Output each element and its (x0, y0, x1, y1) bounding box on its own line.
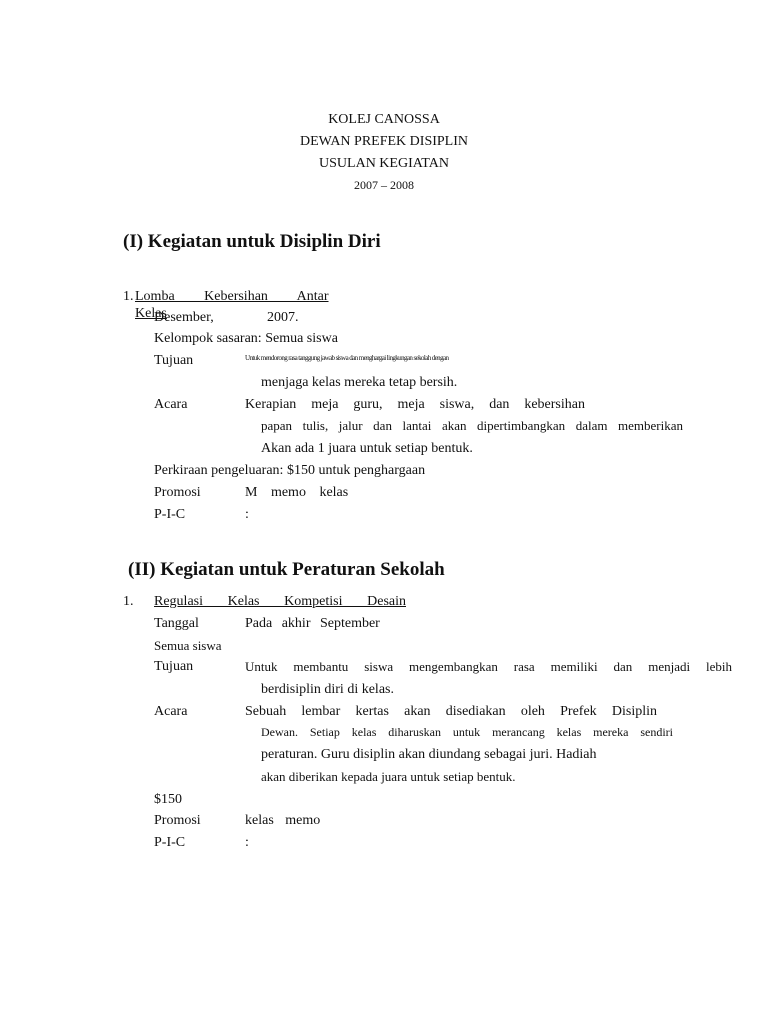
section1-budget: Perkiraan pengeluaran: $150 untuk penghargaan (154, 463, 426, 478)
section1-purpose-small: Untuk mendorong rasa tanggung jawab siswa dan menghargai lingkungan sekolah dengan (245, 354, 449, 362)
section1-heading: (I) Kegiatan untuk Disiplin Diri (123, 231, 381, 252)
section1-purpose-label: Tujuan (154, 353, 194, 368)
section1-pic-label: P-I-C (154, 507, 186, 522)
section1-date-label: Desember, (154, 310, 214, 325)
section2-item-title: Regulasi Kelas Kompetisi Desain (154, 594, 406, 609)
section1-event-line1: Kerapian meja guru, meja siswa, dan kebersihan (245, 397, 585, 412)
section1-promo-value: M memo kelas (245, 485, 349, 500)
section2-event-label: Acara (154, 704, 188, 719)
section2-purpose-label: Tujuan (154, 659, 194, 674)
section1-purpose-line2: menjaga kelas mereka tetap bersih. (261, 375, 458, 390)
section1-event-label: Acara (154, 397, 188, 412)
section2-promo-label: Promosi (154, 813, 201, 828)
section1-event-line3: Akan ada 1 juara untuk setiap bentuk. (261, 441, 473, 456)
section1-target: Kelompok sasaran: Semua siswa (154, 331, 338, 346)
section2-target: Semua siswa (154, 638, 222, 653)
section1-event-line2: papan tulis, jalur dan lantai akan dipertimbangkan dalam memberikan (261, 418, 683, 433)
section2-date-value: Pada akhir September (245, 616, 380, 631)
section1-date-value: 2007. (267, 310, 299, 325)
document-title: USULAN KEGIATAN (319, 156, 449, 171)
section2-item-number: 1. (123, 594, 134, 609)
section2-purpose-line1: Untuk membantu siswa mengembangkan rasa memiliki dan menjadi lebih (245, 659, 732, 674)
section2-pic-value: : (245, 835, 249, 850)
section2-date-label: Tanggal (154, 616, 199, 631)
section2-budget: $150 (154, 792, 182, 807)
section2-promo-value: kelas memo (245, 813, 321, 828)
section2-event-line2: Dewan. Setiap kelas diharuskan untuk merancang kelas mereka sendiri (261, 725, 673, 739)
section1-item-number: 1. (123, 289, 134, 304)
section1-promo-label: Promosi (154, 485, 201, 500)
section2-event-line4: akan diberikan kepada juara untuk setiap bentuk. (261, 769, 516, 784)
section2-event-line3: peraturan. Guru disiplin akan diundang sebagai juri. Hadiah (261, 747, 597, 762)
section2-pic-label: P-I-C (154, 835, 186, 850)
council-name: DEWAN PREFEK DISIPLIN (300, 134, 468, 149)
section2-event-line1: Sebuah lembar kertas akan disediakan oleh Prefek Disiplin (245, 704, 657, 719)
section2-purpose-line2: berdisiplin diri di kelas. (261, 682, 394, 697)
school-name: KOLEJ CANOSSA (328, 112, 440, 127)
section1-item-title: Lomba Kebersihan Antar Kelas (135, 289, 329, 321)
section2-heading: (II) Kegiatan untuk Peraturan Sekolah (128, 559, 445, 580)
section1-pic-value: : (245, 507, 249, 522)
academic-year: 2007 – 2008 (354, 178, 414, 192)
